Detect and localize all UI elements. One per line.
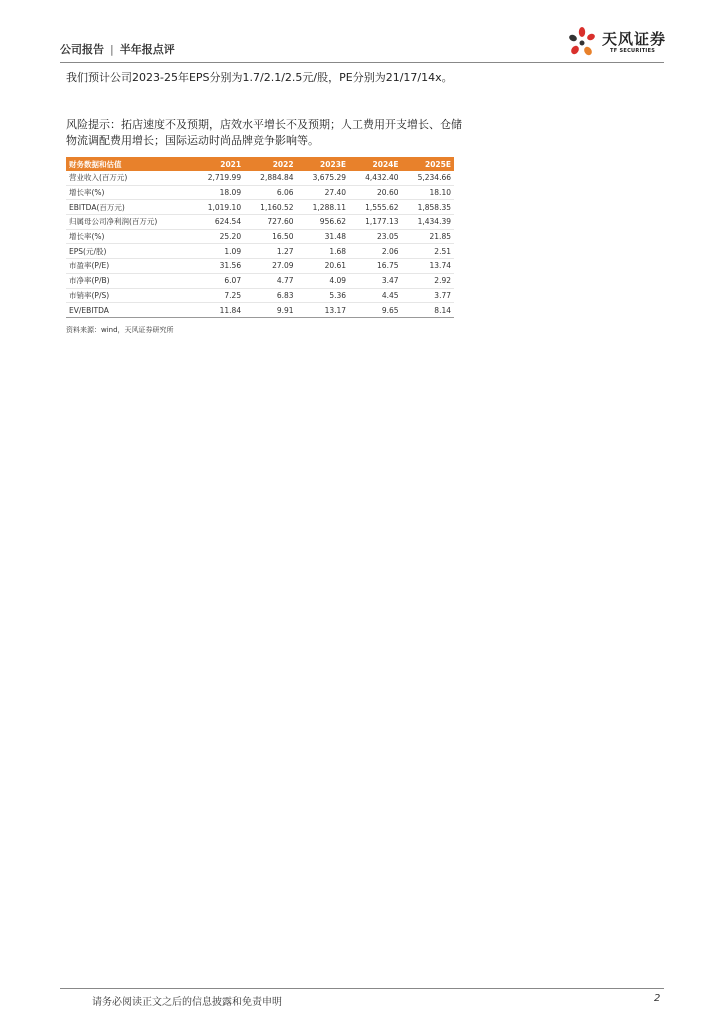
row-label: 增长率(%) xyxy=(66,229,192,244)
column-header: 2022 xyxy=(244,157,296,171)
row-label: 市销率(P/S) xyxy=(66,288,192,303)
financial-data-table xyxy=(66,157,454,318)
table-row xyxy=(66,259,454,274)
table-cell: 6.06 xyxy=(244,185,296,200)
row-label: EBITDA(百万元) xyxy=(66,200,192,215)
table-cell: 4.77 xyxy=(244,273,296,288)
table-cell: 31.48 xyxy=(297,229,349,244)
table-cell: 5.36 xyxy=(297,288,349,303)
header-divider xyxy=(60,62,664,63)
table-cell: 727.60 xyxy=(244,215,296,230)
table-cell: 1,434.39 xyxy=(402,215,454,230)
report-subtype: 半年报点评 xyxy=(119,43,175,56)
table-row xyxy=(66,185,454,200)
table-cell: 23.05 xyxy=(349,229,401,244)
table-cell: 9.65 xyxy=(349,303,401,318)
row-label: 市盈率(P/E) xyxy=(66,259,192,274)
table-cell: 1,288.11 xyxy=(297,200,349,215)
table-cell: 3,675.29 xyxy=(297,171,349,185)
table-cell: 18.10 xyxy=(402,185,454,200)
footer-disclaimer: 请务必阅读正文之后的信息披露和免责申明 xyxy=(92,997,282,1008)
table-cell: 6.07 xyxy=(192,273,244,288)
table-cell: 16.75 xyxy=(349,259,401,274)
table-cell: 1.09 xyxy=(192,244,244,259)
table-cell: 27.40 xyxy=(297,185,349,200)
table-cell: 2,719.99 xyxy=(192,171,244,185)
table-cell: 31.56 xyxy=(192,259,244,274)
table-cell: 956.62 xyxy=(297,215,349,230)
column-header: 2021 xyxy=(192,157,244,171)
table-cell: 1,555.62 xyxy=(349,200,401,215)
table-cell: 8.14 xyxy=(402,303,454,318)
table-cell: 1.27 xyxy=(244,244,296,259)
table-cell: 3.77 xyxy=(402,288,454,303)
footer-divider xyxy=(60,988,664,989)
row-label: EV/EBITDA xyxy=(66,303,192,318)
table-row xyxy=(66,200,454,215)
report-header xyxy=(60,41,175,57)
table-cell: 5,234.66 xyxy=(402,171,454,185)
table-cell: 13.17 xyxy=(297,303,349,318)
table-cell: 11.84 xyxy=(192,303,244,318)
table-cell: 4.45 xyxy=(349,288,401,303)
row-label: 市净率(P/B) xyxy=(66,273,192,288)
table-cell: 20.60 xyxy=(349,185,401,200)
logo-en-text: TF SECURITIES xyxy=(610,48,656,54)
table-source-note: 资料来源：wind，天风证券研究所 xyxy=(66,326,174,334)
table-cell: 1,160.52 xyxy=(244,200,296,215)
table-header-label: 财务数据和估值 xyxy=(66,157,192,171)
table-cell: 16.50 xyxy=(244,229,296,244)
table-header-row xyxy=(66,157,454,171)
table-cell: 13.74 xyxy=(402,259,454,274)
table-cell: 2.51 xyxy=(402,244,454,259)
column-header: 2024E xyxy=(349,157,401,171)
column-header: 2023E xyxy=(297,157,349,171)
row-label: 归属母公司净利润(百万元) xyxy=(66,215,192,230)
table-cell: 2.06 xyxy=(349,244,401,259)
page-number: 2 xyxy=(654,993,661,1004)
table-cell: 4,432.40 xyxy=(349,171,401,185)
table-cell: 1,019.10 xyxy=(192,200,244,215)
table-cell: 1.68 xyxy=(297,244,349,259)
table-cell: 27.09 xyxy=(244,259,296,274)
table-cell: 20.61 xyxy=(297,259,349,274)
table-cell: 21.85 xyxy=(402,229,454,244)
eps-forecast-paragraph: 我们预计公司2023-25年EPS分别为1.7/2.1/2.5元/股，PE分别为21/17/14x。 xyxy=(66,71,453,84)
table-cell: 25.20 xyxy=(192,229,244,244)
column-header: 2025E xyxy=(402,157,454,171)
table-row xyxy=(66,303,454,318)
row-label: 营业收入(百万元) xyxy=(66,171,192,185)
logo-cn-text: 天风证券 xyxy=(602,30,667,48)
table-row xyxy=(66,229,454,244)
table-cell: 1,177.13 xyxy=(349,215,401,230)
table-cell: 6.83 xyxy=(244,288,296,303)
table-cell: 3.47 xyxy=(349,273,401,288)
table-cell: 4.09 xyxy=(297,273,349,288)
table-row xyxy=(66,244,454,259)
row-label: 增长率(%) xyxy=(66,185,192,200)
table-row xyxy=(66,273,454,288)
risk-warning-paragraph: 风险提示：拓店速度不及预期，店效水平增长不及预期；人工费用开支增长、仓储物流调配费用增长；国际运动时尚品牌竞争影响等。 xyxy=(66,118,462,147)
table-cell: 624.54 xyxy=(192,215,244,230)
table-cell: 1,858.35 xyxy=(402,200,454,215)
table-row xyxy=(66,288,454,303)
tf-flower-logo-icon xyxy=(566,26,598,60)
table-cell: 2.92 xyxy=(402,273,454,288)
table-row xyxy=(66,215,454,230)
table-cell: 9.91 xyxy=(244,303,296,318)
report-type: 公司报告 xyxy=(60,43,104,56)
table-cell: 2,884.84 xyxy=(244,171,296,185)
row-label: EPS(元/股) xyxy=(66,244,192,259)
tf-securities-logo xyxy=(566,26,666,60)
table-cell: 18.09 xyxy=(192,185,244,200)
table-cell: 7.25 xyxy=(192,288,244,303)
table-row xyxy=(66,171,454,185)
header-separator: | xyxy=(110,42,114,56)
